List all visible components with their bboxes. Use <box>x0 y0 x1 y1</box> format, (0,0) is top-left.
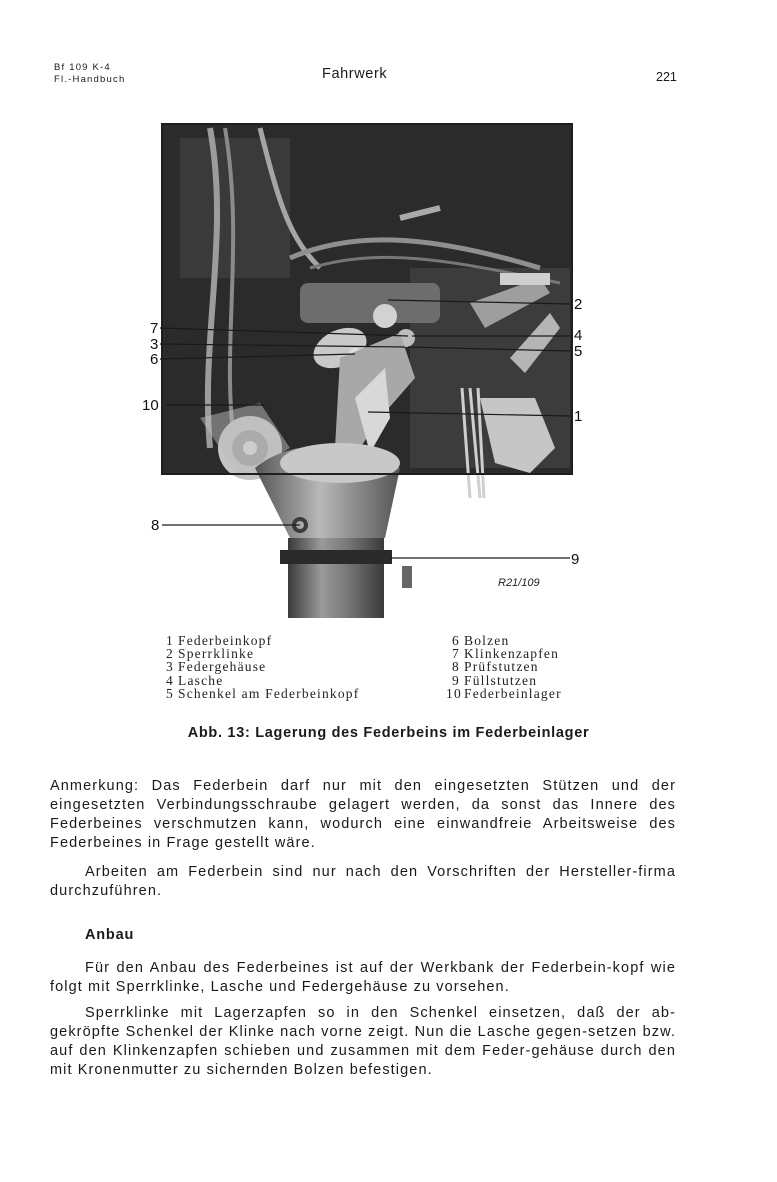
legend-right <box>446 634 562 700</box>
callout-10: 10 <box>142 397 159 414</box>
callout-4: 4 <box>574 327 583 344</box>
photo-stamp: R21/109 <box>498 577 540 589</box>
legend-item: 3 Federgehäuse <box>166 659 267 675</box>
legend-item: 2 Sperrklinke <box>166 646 255 662</box>
callout-7: 7 <box>150 320 159 337</box>
callout-3: 3 <box>150 336 159 353</box>
doc-manual-line: Fl.-Handbuch <box>54 74 126 85</box>
figure-caption: Abb. 13: Lagerung des Federbeins im Federbeinlager <box>187 725 590 741</box>
legend-item: 5 Schenkel am Federbeinkopf <box>166 685 360 701</box>
legend-item: 7 Klinkenzapfen <box>452 646 560 662</box>
legend-item: 10 Federbeinlager <box>446 685 562 701</box>
work-note-paragraph: Arbeiten am Federbein sind nur nach den Vorschriften der Hersteller-firma durchzuführen. <box>50 864 676 899</box>
callout-6: 6 <box>150 351 159 368</box>
doc-type-line: Bf 109 K-4 <box>54 62 111 73</box>
callout-9: 9 <box>571 551 580 568</box>
legend-left <box>160 634 359 700</box>
callout-2: 2 <box>574 296 583 313</box>
section-title: Fahrwerk <box>322 66 388 82</box>
landing-gear-photo <box>140 118 600 618</box>
legend-item: 6 Bolzen <box>452 633 510 648</box>
legend-item: 9 Füllstutzen <box>452 672 538 688</box>
legend-item: 8 Prüfstutzen <box>452 659 539 675</box>
legend-item: 1 Federbeinkopf <box>166 633 273 648</box>
callout-1: 1 <box>574 408 583 425</box>
section-heading-anbau: Anbau <box>85 927 135 943</box>
legend-item: 4 Lasche <box>166 672 224 688</box>
page-number: 221 <box>656 70 677 84</box>
anbau-paragraph-1: Für den Anbau des Federbeines ist auf der Werkbank der Federbein-kopf wie folgt mit Sperrklinke, Lasche und Federgehäuse zu vorsehen. <box>50 960 676 995</box>
document-id <box>54 62 125 86</box>
note-paragraph: Anmerkung: Das Federbein darf nur mit den eingesetzten Stützen und der eingesetzten Verbindungsschraube gelagert werden, da sonst das Innere des Federbeines verschmutzen kann, wodurch eine einwandfreie Arbeitsweise des Federbeines in Frage gestellt wäre. <box>50 778 676 851</box>
anbau-paragraph-2: Sperrklinke mit Lagerzapfen so in den Schenkel einsetzen, daß der ab-gekröpfte Schenkel der Klinke nach vorne zeigt. Nun die Lasche gegen-setzen bzw. auf den Klinkenzapfen schieben und zusammen mit dem Feder-gehäuse durch den mit Kronenmutter zu sichernden Bolzen befestigen. <box>50 1005 676 1078</box>
callout-8: 8 <box>151 517 160 534</box>
callout-5: 5 <box>574 343 583 360</box>
